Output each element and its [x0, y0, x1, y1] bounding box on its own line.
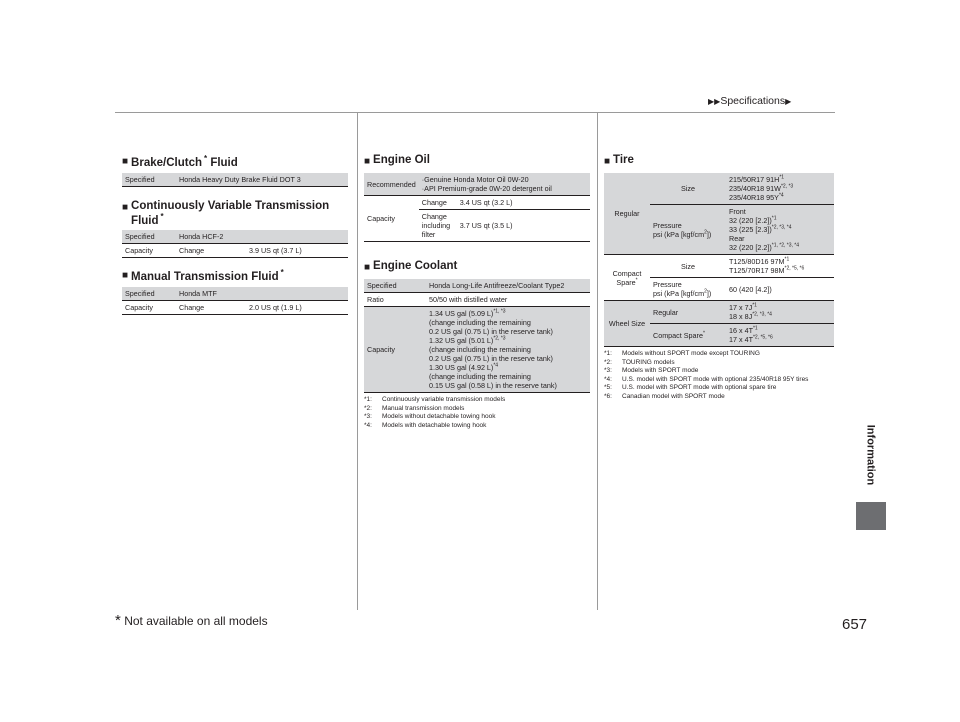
- brake-fluid-section: [122, 154, 348, 187]
- footnote-item: *3: Models with SPORT mode: [604, 367, 699, 374]
- engine-oil-section: [364, 154, 590, 242]
- section-square-icon: ■: [364, 262, 371, 273]
- engine-oil-title: ■ Engine Oil: [364, 154, 590, 170]
- footnote-item: *2: TOURING models: [604, 358, 675, 366]
- asterisk-icon: *: [160, 212, 164, 221]
- table-row: Capacity Change 3.9 US qt (3.7 L): [122, 243, 348, 257]
- table-row: Specified Honda Long-Life Antifreeze/Coolant Type2: [364, 279, 590, 293]
- engine-coolant-section: [364, 260, 590, 430]
- table-row: Capacity Change 3.4 US qt (3.2 L): [364, 196, 590, 210]
- table-row: Specified Honda MTF: [122, 287, 348, 301]
- table-row: Capacity 1.34 US gal (5.09 L)$^{*1, *3}$ (change including the remaining 0.2 US gal (0.75 L) in the reserve tank) 1.32 US gal (5.01 L)$^{*2, *3}$ (change including the remaining 0.2 US gal (0.75 L) in the reserve tank) 1.30 US gal (4.92 L)$^{*4}$ (change including the remaining 0.15 US gal (0.58 L) in the reserve tank): [364, 307, 590, 393]
- asterisk-icon: *: [203, 154, 208, 163]
- engine-coolant-table: [364, 279, 590, 393]
- table-row: Specified Honda HCF-2: [122, 230, 348, 244]
- asterisk-icon: *: [115, 612, 121, 629]
- footnote-item: *1: Continuously variable transmission models: [364, 396, 506, 403]
- breadcrumb-arrow-icon: ▶: [785, 97, 792, 106]
- footnote-item: *5: U.S. model with SPORT mode with optional spare tire: [604, 384, 777, 391]
- section-square-icon: ■: [604, 156, 611, 167]
- table-row: Pressure psi (kPa $[kgf/cm^2]$) Front 32 (220 [2.2])$^{*1}$ 33 (225 [2.3])$^{*2, *3, *4}$ Rear 32 (220 [2.2])$^{*1, *2, *3, *4}$: [604, 205, 834, 255]
- mtf-title: ■ Manual Transmission Fluid *: [122, 268, 284, 283]
- column-divider: [357, 112, 358, 610]
- tire-footnotes: [604, 350, 834, 401]
- breadcrumb-label[interactable]: Specifications: [720, 95, 786, 107]
- column-divider: [597, 112, 598, 610]
- asterisk-icon: *: [280, 268, 284, 277]
- page-number: 657: [842, 616, 868, 633]
- section-square-icon: ■: [122, 202, 129, 213]
- table-row: Regular Size 215/50R17 $91H^{*1}$ 235/40R18 $91W^{*2, *3}$ 235/40R18 $95Y^{*4}$: [604, 173, 834, 205]
- footnote-item: *2: Manual transmission models: [364, 404, 465, 412]
- footnote-item: *6: Canadian model with SPORT mode: [604, 392, 725, 400]
- footnote-item: *3: Models without detachable towing hook: [364, 413, 496, 420]
- table-row: Compact Spare* 16 x $4T^{*1}$ 17 x $4T^{*2, *5, *6}$: [604, 324, 834, 347]
- tire-table: [604, 173, 834, 347]
- cvt-fluid-title: ■ Continuously Variable Transmission Fluid *: [122, 200, 330, 227]
- side-tab-marker[interactable]: [856, 502, 886, 530]
- section-square-icon: ■: [122, 156, 129, 167]
- brake-fluid-table: [122, 173, 348, 187]
- table-row: Recommended ·Genuine Honda Motor Oil 0W-20 ·API Premium-grade 0W-20 detergent oil: [364, 173, 590, 196]
- coolant-footnotes: [364, 396, 590, 430]
- tire-section: [604, 154, 834, 401]
- table-row: Specified Honda Heavy Duty Brake Fluid DOT 3: [122, 173, 348, 187]
- footnote-item: *1: Models without SPORT mode except TOURING: [604, 350, 760, 357]
- breadcrumb-arrow-icon: ▶▶: [708, 97, 721, 106]
- footnote-item: *4: Models with detachable towing hook: [364, 421, 487, 429]
- table-row: Pressure psi (kPa $[kgf/cm^2]$) 60 (420 [4.2]): [604, 278, 834, 301]
- side-tab-label: Information: [864, 424, 876, 486]
- tire-title: ■ Tire: [604, 154, 834, 170]
- table-row: Compact Spare* Size T125/80D16 $97M^{*1}$ T125/70R17 $98M^{*2, *5, *6}$: [604, 255, 834, 278]
- brake-fluid-title: ■ Brake/Clutch * Fluid: [122, 154, 238, 169]
- availability-footnote: [115, 612, 268, 629]
- table-row: Ratio 50/50 with distilled water: [364, 293, 590, 307]
- mtf-section: [122, 268, 348, 315]
- mtf-table: [122, 287, 348, 315]
- engine-coolant-title: ■ Engine Coolant: [364, 260, 590, 276]
- header-rule: [115, 112, 835, 113]
- section-square-icon: ■: [364, 156, 371, 167]
- engine-oil-table: [364, 173, 590, 242]
- footnote-text: Not available on all models: [124, 614, 268, 628]
- footnote-item: *4: U.S. model with SPORT mode with optional 235/40R18 95Y tires: [604, 375, 809, 383]
- section-square-icon: ■: [122, 270, 129, 281]
- table-row: Change including filter 3.7 US qt (3.5 L): [364, 210, 590, 242]
- table-row: Capacity Change 2.0 US qt (1.9 L): [122, 301, 348, 315]
- cvt-fluid-table: [122, 230, 348, 258]
- cvt-fluid-section: [122, 200, 348, 258]
- breadcrumb: [708, 95, 791, 107]
- table-row: Wheel Size Regular 17 x $7J^{*1}$ 18 x $8J^{*2, *3, *4}$: [604, 301, 834, 324]
